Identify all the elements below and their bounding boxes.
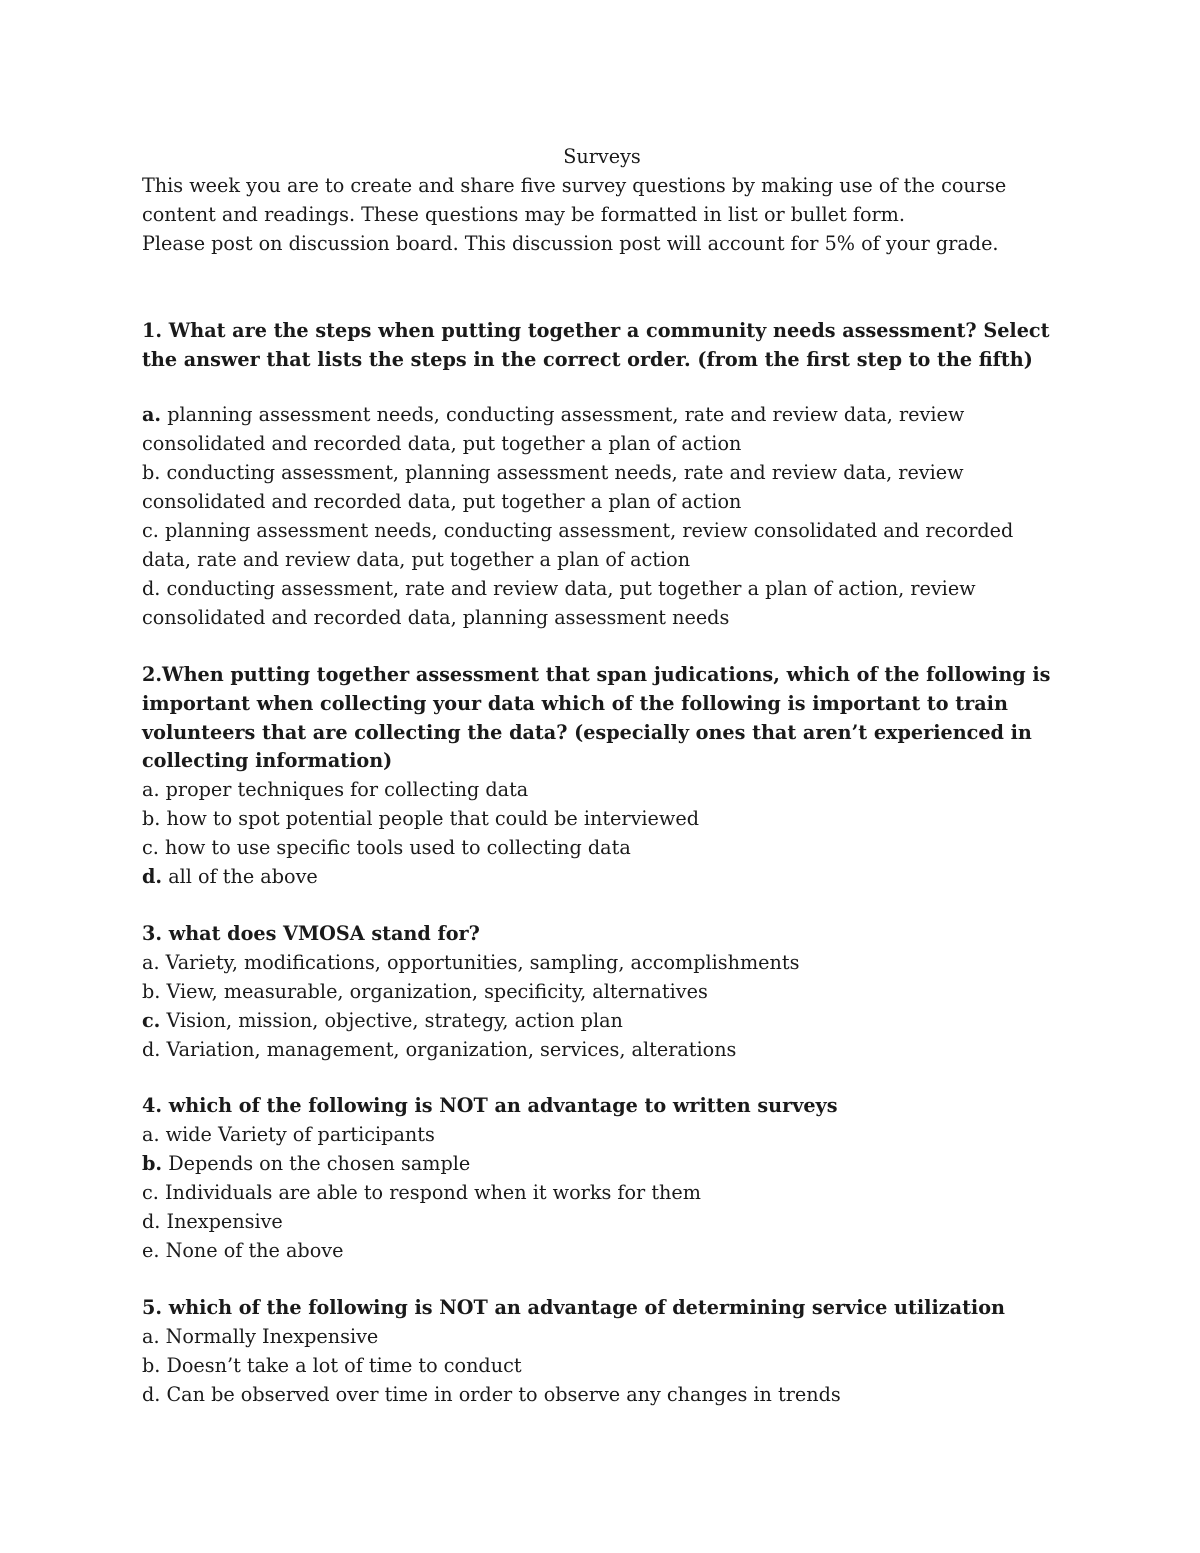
option-text: Individuals are able to respond when it works for them xyxy=(158,1181,701,1205)
option-letter: d. xyxy=(142,1210,161,1234)
answer-option xyxy=(142,1208,1062,1237)
option-letter: d. xyxy=(142,1037,161,1061)
answer-option xyxy=(142,1323,1062,1352)
option-text: Normally Inexpensive xyxy=(159,1324,379,1348)
option-text: Can be observed over time in order to observe any changes in trends xyxy=(160,1382,841,1406)
option-text: Inexpensive xyxy=(160,1210,283,1234)
option-letter: d. xyxy=(142,865,163,889)
question-text: 1. What are the steps when putting together a community needs assessment? Select the answer that lists the steps in the correct order. (from the first step to the fifth) xyxy=(142,318,1050,371)
option-letter: e. xyxy=(142,1239,160,1262)
question-block-1 xyxy=(142,317,1062,633)
answer-option xyxy=(142,1007,1062,1036)
spacer xyxy=(142,1064,1062,1092)
option-text: Variation, management, organization, services, alterations xyxy=(160,1037,737,1061)
option-letter: b. xyxy=(142,979,161,1003)
option-letter: b. xyxy=(142,807,161,831)
answer-option xyxy=(142,1036,1062,1065)
document-page xyxy=(142,143,1062,1410)
option-text: planning assessment needs, conducting assessment, rate and review data, review consolidated and recorded data, put together a plan of action xyxy=(142,403,965,456)
option-letter: c. xyxy=(142,1181,159,1205)
option-text: all of the above xyxy=(162,865,318,889)
option-letter: b. xyxy=(142,1152,163,1176)
option-letter: c. xyxy=(142,519,159,543)
answer-option xyxy=(142,1121,1062,1150)
option-letter: a. xyxy=(142,1324,160,1348)
option-letter: a. xyxy=(142,1123,160,1147)
answer-option xyxy=(142,1352,1062,1381)
option-text: Variety, modifications, opportunities, sampling, accomplishments xyxy=(159,950,800,974)
spacer xyxy=(142,1266,1062,1294)
option-text: conducting assessment, planning assessment needs, rate and review data, review consolidated and recorded data, put together a plan of action xyxy=(142,461,964,514)
option-letter: a. xyxy=(142,403,162,427)
question-text: 5. which of the following is NOT an advantage of determining service utilization xyxy=(142,1295,1005,1319)
intro-paragraph: Please post on discussion board. This discussion post will account for 5% of your grade. xyxy=(142,231,999,255)
question-text: 2.When putting together assessment that span judications, which of the following is important when collecting your data which of the following is important to train volunteers that are collecting the data? (especially ones that aren’t experienced in collecting information) xyxy=(142,662,1051,773)
answer-option xyxy=(142,575,1062,633)
answer-option xyxy=(142,834,1062,863)
answer-option xyxy=(142,1150,1062,1179)
intro-paragraph: This week you are to create and share five survey questions by making use of the course content and readings. These questions may be formatted in list or bullet form. xyxy=(142,173,1007,226)
option-text: proper techniques for collecting data xyxy=(159,778,529,802)
option-list xyxy=(142,401,1062,632)
option-text: how to use specific tools used to collecting data xyxy=(158,836,631,860)
answer-option xyxy=(142,863,1062,892)
question-block-5 xyxy=(142,1294,1062,1410)
answer-option xyxy=(142,459,1062,517)
document-title: Surveys xyxy=(563,145,641,168)
question-block-3 xyxy=(142,920,1062,1065)
answer-option xyxy=(142,978,1062,1007)
option-letter: a. xyxy=(142,950,160,974)
option-text: Doesn’t take a lot of time to conduct xyxy=(160,1353,522,1377)
question-block-2 xyxy=(142,661,1062,892)
option-text: conducting assessment, rate and review data, put together a plan of action, review consolidated and recorded data, planning assessment needs xyxy=(142,576,976,629)
option-text: wide Variety of participants xyxy=(159,1123,435,1147)
option-letter: d. xyxy=(142,1382,161,1406)
option-letter: c. xyxy=(142,1008,161,1032)
spacer xyxy=(142,259,1062,317)
answer-option xyxy=(142,805,1062,834)
option-letter: a. xyxy=(142,778,160,802)
answer-option xyxy=(142,776,1062,805)
answer-option xyxy=(142,1179,1062,1208)
answer-option xyxy=(142,949,1062,978)
spacer xyxy=(142,892,1062,920)
option-text: planning assessment needs, conducting assessment, review consolidated and recorded data, rate and review data, put together a plan of action xyxy=(142,519,1014,571)
option-letter: b. xyxy=(142,461,161,485)
question-text: 4. which of the following is NOT an advantage to written surveys xyxy=(142,1094,838,1118)
question-block-4 xyxy=(142,1092,1062,1265)
question-text: 3. what does VMOSA stand for? xyxy=(142,921,480,945)
option-letter: d. xyxy=(142,576,161,600)
answer-option xyxy=(142,1237,1062,1266)
option-text: how to spot potential people that could be interviewed xyxy=(160,807,699,831)
option-letter: c. xyxy=(142,836,159,860)
option-text: Depends on the chosen sample xyxy=(162,1152,471,1176)
option-text: Vision, mission, objective, strategy, action plan xyxy=(160,1008,623,1032)
answer-option xyxy=(142,1381,1062,1410)
spacer xyxy=(142,633,1062,661)
answer-option xyxy=(142,517,1062,575)
option-text: View, measurable, organization, specificity, alternatives xyxy=(160,979,708,1003)
option-letter: b. xyxy=(142,1353,161,1377)
option-text: None of the above xyxy=(159,1239,344,1262)
answer-option xyxy=(142,401,1062,459)
